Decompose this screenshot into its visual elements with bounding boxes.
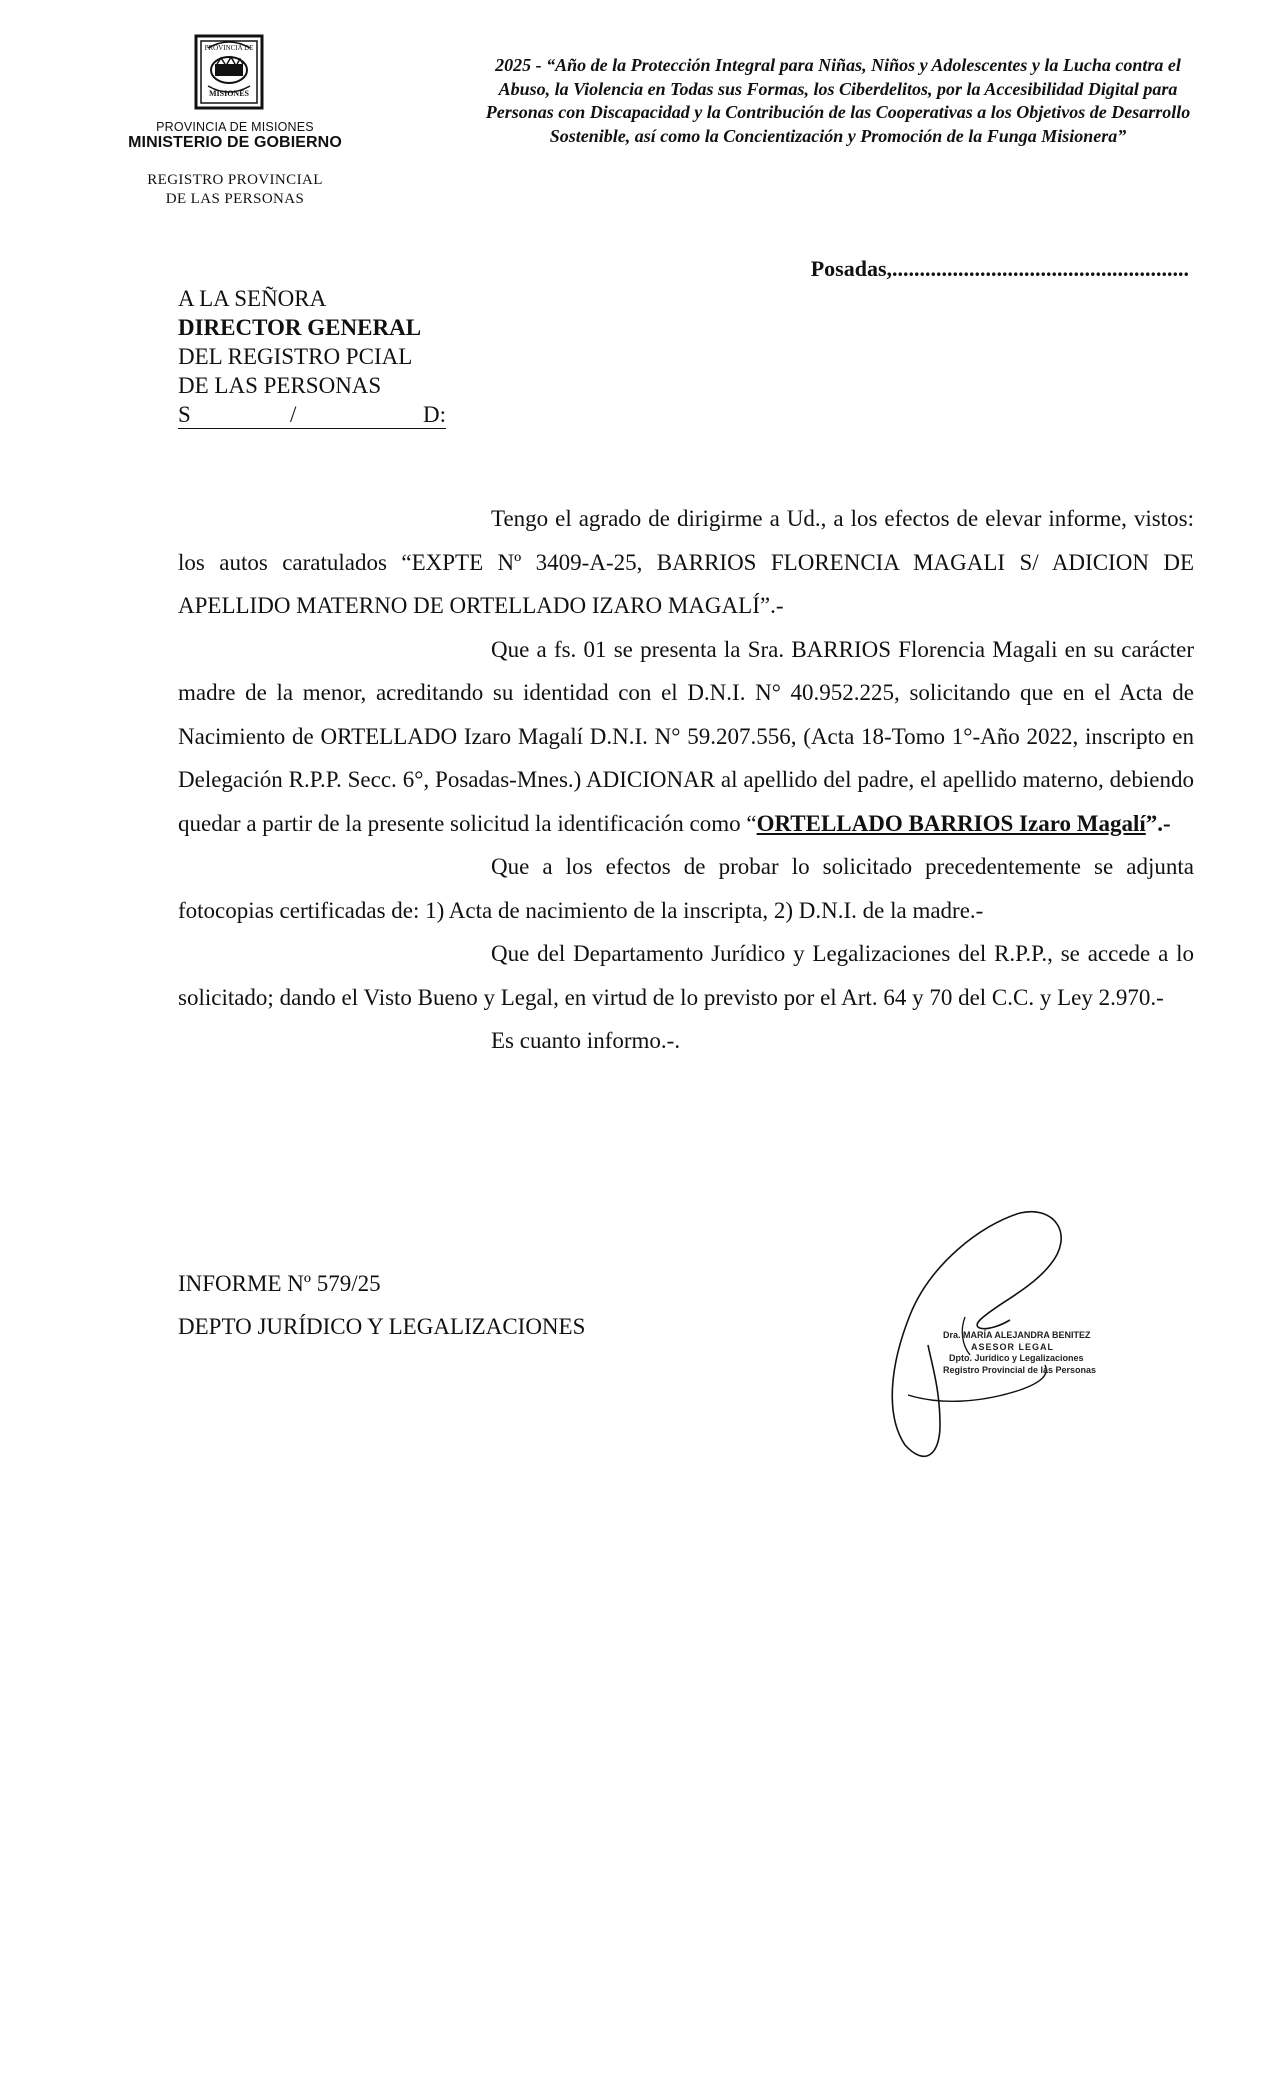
stamp-name: Dra. MARÍA ALEJANDRA BENITEZ bbox=[943, 1330, 1091, 1340]
body-paragraph-2 bbox=[178, 628, 1194, 846]
body-paragraph-3: Que a los efectos de probar lo solicitado precedentemente se adjunta fotocopias certificadas de: 1) Acta de nacimiento de la inscripta, 2) D.N.I. de la madre.- bbox=[178, 854, 1194, 923]
addressee-line3: DEL REGISTRO PCIAL bbox=[178, 344, 413, 369]
ministry-name: MINISTERIO DE GOBIERNO bbox=[128, 134, 342, 151]
motto-year: 2025 bbox=[495, 55, 532, 75]
year-motto bbox=[478, 54, 1198, 148]
seal-text-bottom: MISIONES bbox=[208, 89, 250, 98]
body-paragraph-4: Que del Departamento Jurídico y Legalizaciones del R.P.P., se accede a lo solicitado; dando el Visto Bueno y Legal, en virtud de lo previsto por el Art. 64 y 70 del C.C. y Ley 2.970.- bbox=[178, 941, 1194, 1010]
addressee-line4: DE LAS PERSONAS bbox=[178, 373, 382, 398]
date-line: Posadas,...................................................... bbox=[810, 256, 1189, 281]
addressee-title: DIRECTOR GENERAL bbox=[178, 315, 422, 340]
stamp-department: Dpto. Jurídico y Legalizaciones bbox=[949, 1353, 1084, 1363]
provincial-seal-logo bbox=[188, 28, 270, 116]
signature-stamp bbox=[943, 1330, 1113, 1376]
addressee-d: D: bbox=[423, 402, 446, 427]
body-paragraph-5: Es cuanto informo.-. bbox=[491, 1028, 681, 1053]
addressee-line1: A LA SEÑORA bbox=[178, 286, 327, 311]
body-paragraph-2-text: Que a fs. 01 se presenta la Sra. BARRIOS Florencia Magali en su carácter madre de la menor, acreditando su identidad con el D.N.I. N° 40.952.225, solicitando que en el Acta de Nacimiento de ORTELLADO Izaro Magalí D.N.I. N° 59.207.556, (Acta 18-Tomo 1°-Año 2022, inscripto en Delegación R.P.P. Secc. 6°, Posadas-Mnes.) ADICIONAR al apellido del padre, el apellido materno, debiendo quedar a partir de la presente solicitud la identificación como “ bbox=[178, 636, 1194, 836]
informe-department: DEPTO JURÍDICO Y LEGALIZACIONES bbox=[178, 1314, 586, 1339]
addressee-sd-line bbox=[178, 400, 446, 429]
motto-text: - “Año de la Protección Integral para Niñas, Niños y Adolescentes y la Lucha contra el Abuso, la Violencia en Todas sus Formas, los Ciberdelitos, por la Accesibilidad Digital para Personas con Discapacidad y la Contribución de las Cooperativas a los Objetivos de Desarrollo Sostenible, así como la Concientización y Promoción de la Funga Misionera” bbox=[485, 55, 1191, 146]
body-paragraph-2-end: ”.- bbox=[1145, 810, 1171, 836]
province-name: PROVINCIA DE MISIONES bbox=[156, 120, 314, 134]
addressee-slash: / bbox=[290, 402, 297, 427]
stamp-registry: Registro Provincial de las Personas bbox=[943, 1364, 1097, 1375]
body-paragraph-1: Tengo el agrado de dirigirme a Ud., a los efectos de elevar informe, vistos: los autos caratulados “EXPTE Nº 3409-A-25, BARRIOS FLORENCIA MAGALI S/ ADICION DE APELLIDO MATERNO DE ORTELLADO IZARO MAGALÍ”.- bbox=[178, 506, 1194, 618]
registry-name-line2: DE LAS PERSONAS bbox=[165, 191, 305, 207]
addressee-s: S bbox=[178, 402, 191, 427]
informe-block bbox=[178, 1262, 585, 1348]
seal-text-top: PROVINCIA DE bbox=[204, 44, 254, 52]
stamp-role: ASESOR LEGAL bbox=[971, 1341, 1055, 1352]
new-full-name: ORTELLADO BARRIOS Izaro Magalí bbox=[756, 810, 1146, 836]
registry-name-line1: REGISTRO PROVINCIAL bbox=[147, 172, 323, 188]
informe-number: INFORME Nº 579/25 bbox=[178, 1271, 381, 1296]
letter-body bbox=[178, 497, 1194, 1063]
